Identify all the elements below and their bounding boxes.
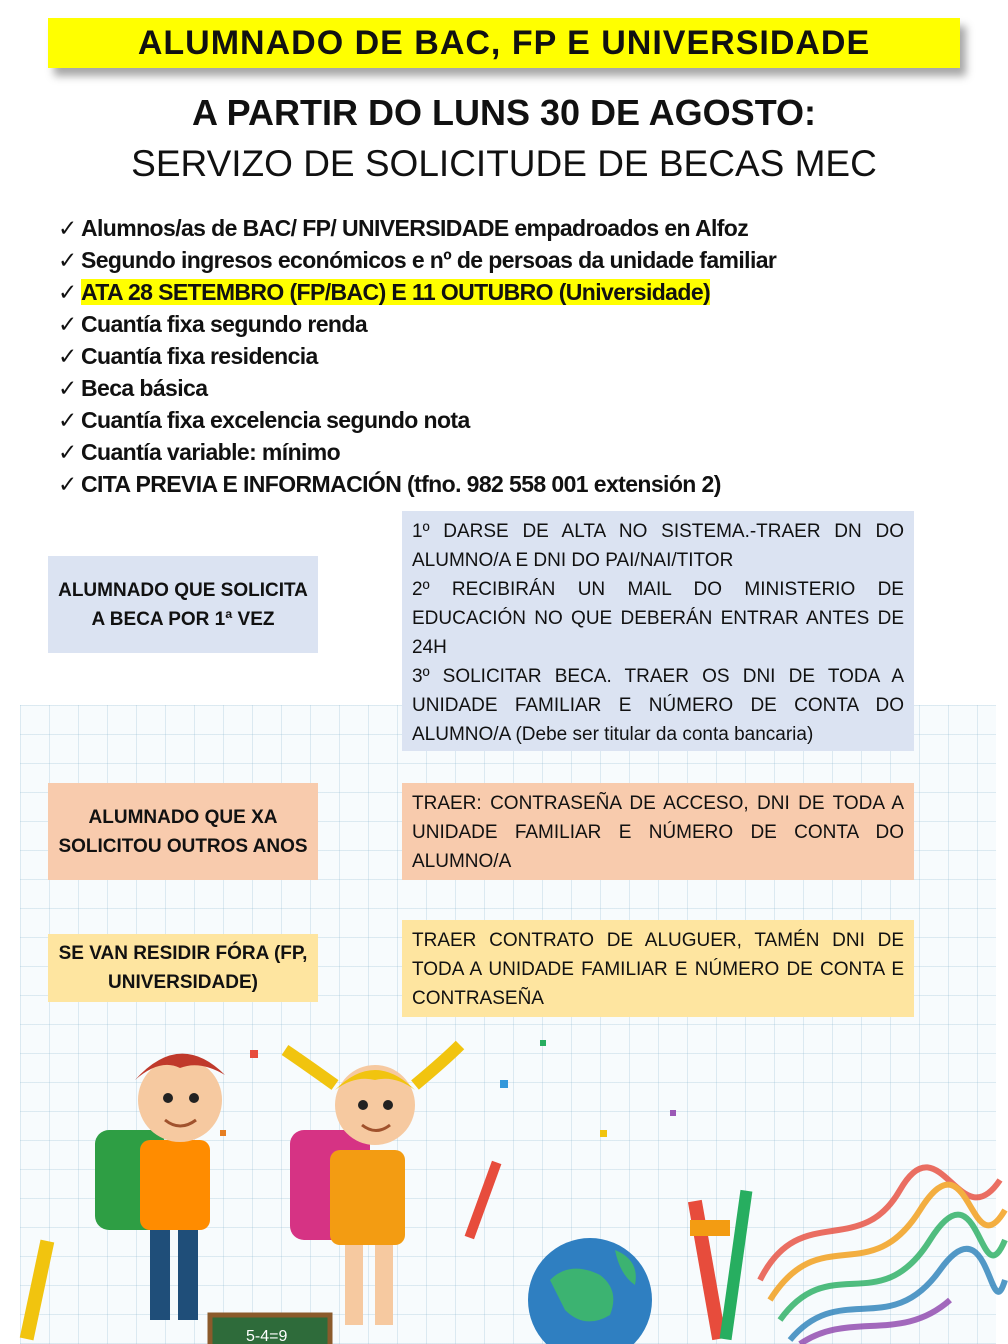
step-3: 3º SOLICITAR BECA. TRAER OS DNI DE TODA A UNIDADE FAMILIAR E NÚMERO DE CONTA DO ALUMNO/A (Debe ser titular da conta bancaria) bbox=[412, 666, 904, 745]
title-banner bbox=[48, 18, 960, 68]
residing-away-instructions: TRAER CONTRATO DE ALUGUER, TAMÉN DNI DE TODA A UNIDADE FAMILIAR E NÚMERO DE CONTA E CONTRASEÑA bbox=[402, 920, 914, 1017]
first-time-steps bbox=[402, 511, 914, 751]
list-item: ✓ Cuantía fixa residencia bbox=[58, 340, 776, 372]
list-item: ✓ Cuantía fixa segundo renda bbox=[58, 308, 776, 340]
check-icon: ✓ bbox=[58, 279, 77, 305]
returning-label: ALUMNADO QUE XA SOLICITOU OUTROS ANOS bbox=[48, 783, 318, 880]
first-time-label: ALUMNADO QUE SOLICITA A BECA POR 1ª VEZ bbox=[48, 556, 318, 653]
returning-instructions: TRAER: CONTRASEÑA DE ACCESO, DNI DE TODA A UNIDADE FAMILIAR E NÚMERO DE CONTA DO ALUMNO/A bbox=[402, 783, 914, 880]
step-2: 2º RECIBIRÁN UN MAIL DO MINISTERIO DE EDUCACIÓN NO QUE DEBERÁN ENTRAR ANTES DE 24H bbox=[412, 579, 904, 658]
list-item: ✓ Cuantía fixa excelencia segundo nota bbox=[58, 404, 776, 436]
deadline-highlight: ATA 28 SETEMBRO (FP/BAC) E 11 OUTUBRO (Universidade) bbox=[81, 279, 711, 305]
check-icon: ✓ bbox=[58, 311, 77, 337]
girl-figure bbox=[285, 1045, 501, 1325]
chalkboard-text: 5-4=9 bbox=[246, 1328, 288, 1344]
check-icon: ✓ bbox=[58, 375, 77, 401]
list-item: ✓ CITA PREVIA E INFORMACIÓN (tfno. 982 558 001 extensión 2) bbox=[58, 468, 776, 500]
check-icon: ✓ bbox=[58, 471, 77, 497]
list-item bbox=[58, 276, 776, 308]
check-icon: ✓ bbox=[58, 439, 77, 465]
list-item: ✓ Alumnos/as de BAC/ FP/ UNIVERSIDADE empadroados en Alfoz bbox=[58, 212, 776, 244]
date-headline: A PARTIR DO LUNS 30 DE AGOSTO: bbox=[191, 92, 817, 133]
step-1: 1º DARSE DE ALTA NO SISTEMA.-TRAER DN DO ALUMNO/A E DNI DO PAI/NAI/TITOR bbox=[412, 521, 904, 571]
globe-icon bbox=[528, 1238, 652, 1344]
list-item: ✓ Cuantía variable: mínimo bbox=[58, 436, 776, 468]
school-children-illustration bbox=[0, 1020, 1008, 1344]
chalkboard bbox=[210, 1315, 330, 1344]
list-item: ✓ Beca básica bbox=[58, 372, 776, 404]
requirements-checklist bbox=[58, 212, 776, 500]
check-icon: ✓ bbox=[58, 343, 77, 369]
scribble-decoration bbox=[760, 1167, 1005, 1344]
check-icon: ✓ bbox=[58, 215, 77, 241]
check-icon: ✓ bbox=[58, 407, 77, 433]
boy-figure bbox=[95, 1054, 225, 1320]
residing-away-label: SE VAN RESIDIR FÓRA (FP, UNIVERSIDADE) bbox=[48, 934, 318, 1002]
service-headline: SERVIZO DE SOLICITUDE DE BECAS MEC bbox=[131, 143, 877, 184]
list-item: ✓ Segundo ingresos económicos e nº de persoas da unidade familiar bbox=[58, 244, 776, 276]
check-icon: ✓ bbox=[58, 247, 77, 273]
banner-title: ALUMNADO DE BAC, FP E UNIVERSIDADE bbox=[137, 23, 871, 62]
